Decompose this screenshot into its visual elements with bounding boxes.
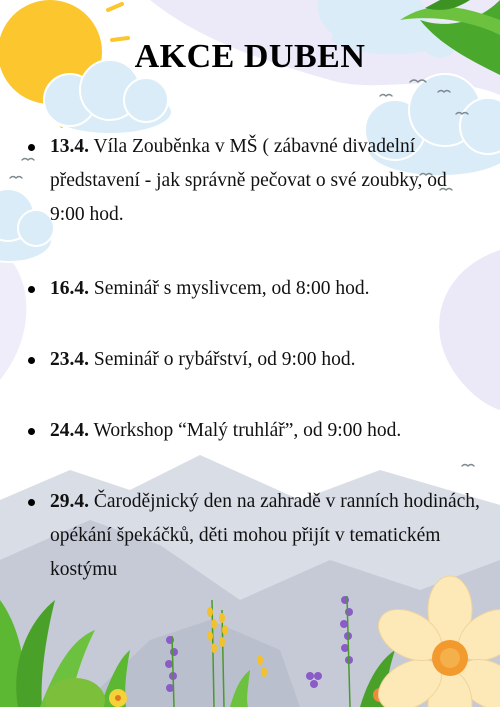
bullet-icon — [28, 357, 35, 364]
page-title: AKCE DUBEN — [134, 38, 366, 75]
event-date: 16.4. — [50, 278, 89, 299]
list-item — [26, 343, 355, 377]
event-date: 23.4. — [50, 349, 89, 370]
event-text: Čarodějnický den na zahradě v ranních hodinách, opékání špekáčků, děti mohou přijít v tematickém kostýmu — [50, 491, 480, 580]
event-text: Seminář s myslivcem, od 8:00 hod. — [93, 278, 370, 299]
bullet-icon — [28, 286, 35, 293]
bullet-icon — [28, 499, 35, 506]
list-item — [26, 485, 486, 587]
event-date: 24.4. — [50, 420, 89, 441]
bullet-icon — [28, 428, 35, 435]
event-text: Workshop “Malý truhlář”, od 9:00 hod. — [93, 420, 402, 441]
event-text: Seminář o rybářství, od 9:00 hod. — [93, 349, 356, 370]
list-item — [26, 272, 370, 306]
event-text: Víla Zouběnka v MŠ ( zábavné divadelní představení - jak správně pečovat o své zoubky, od 9:00 hod. — [50, 136, 447, 225]
lavender-wash-right — [439, 250, 500, 410]
event-date: 13.4. — [50, 136, 89, 157]
lavender-wash-left — [0, 250, 26, 380]
event-date: 29.4. — [50, 491, 89, 512]
list-item — [26, 130, 486, 232]
list-item — [26, 414, 401, 448]
bullet-icon — [28, 144, 35, 151]
